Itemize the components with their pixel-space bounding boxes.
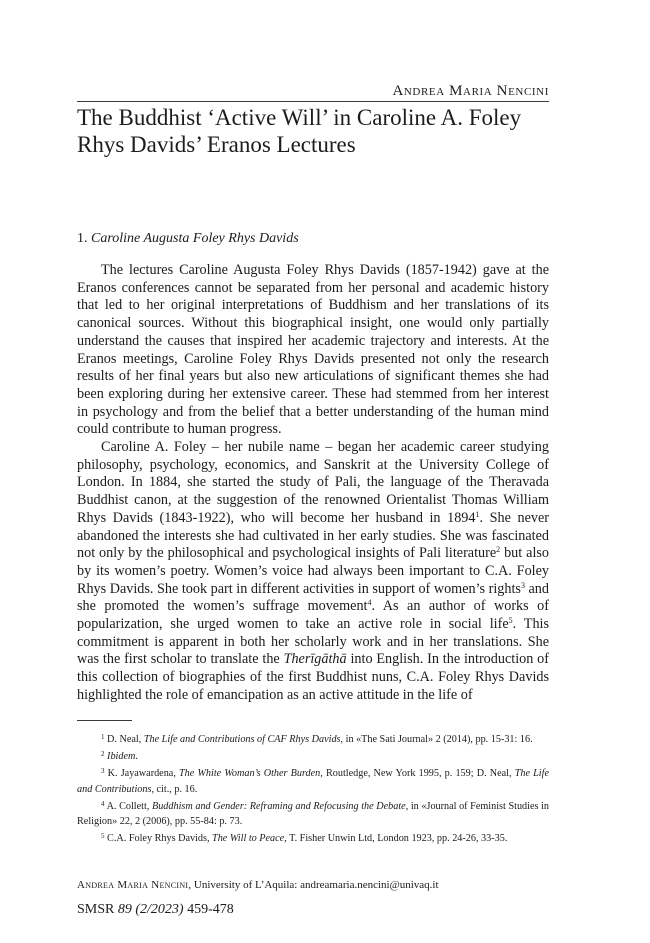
body-text (77, 262, 549, 705)
footnote-5 (77, 829, 549, 846)
paragraph-2-part: . She never abandoned the interests she had cultivated in her early studies. She was fascinated not only by the philosophical and psychological insights of Pali literature (77, 509, 549, 562)
paragraph-2-part: Caroline A. Foley – her nubile name – began her academic career studying philosophy, psychology, economics, and Sanskrit at the University College of London. In 1884, she started the study of Pali, the language of the Theravada Buddhist canon, at the suggestion of the renowned Orientalist Thomas William Rhys Davids (1843-1922), who will become her husband in 1894 (77, 439, 549, 526)
running-head-author: Andrea Maria Nencini (392, 83, 549, 99)
footnote-text: . (135, 751, 138, 763)
section-title: Caroline Augusta Foley Rhys Davids (91, 231, 299, 246)
section-number: 1. (77, 231, 88, 246)
paragraph-2-part: but also by its women’s poetry. Women’s voice had always been important to C.A. Foley Rhys Davids. She took part in different activities in support of women’s rights (77, 545, 550, 597)
footnote-number: 2 (101, 750, 105, 759)
footnote-reference[interactable]: 1 (475, 509, 480, 519)
footnote-text: C.A. Foley Rhys Davids, (107, 833, 213, 845)
journal-volume: 89 (2/2023) (117, 902, 184, 917)
footnote-text: A. Collett, (106, 800, 152, 812)
footnote-3 (77, 764, 549, 796)
footnote-number: 1 (101, 733, 105, 741)
header-rule (77, 101, 549, 102)
footnote-italic: The Will to Peace (212, 833, 285, 845)
affiliation-author-name: Andrea Maria Nencini (77, 879, 189, 891)
footnote-rule (77, 720, 132, 721)
paragraph-2-part: . This commitment is apparent in both her scholarly work and in her translations. She was the first scholar to translate the (77, 616, 550, 668)
paragraph-2 (77, 439, 549, 705)
journal-citation (77, 901, 549, 919)
footnote-1 (77, 730, 549, 747)
paragraph-2-part: . As an author of works of popularization, she urged women to take an active role in social life (77, 598, 549, 633)
affiliation-details: , University of L’Aquila: andreamaria.nencini@univaq.it (188, 879, 439, 891)
footnote-text: D. Neal, (107, 734, 144, 745)
footnote-italic: The Life and Contributions of CAF Rhys Davids (143, 734, 341, 745)
footnote-text: Routledge, New York 1995, p. 159; D. Neal, (322, 768, 515, 780)
footnote-reference[interactable]: 4 (367, 598, 372, 608)
footnote-reference[interactable]: 5 (508, 616, 513, 626)
paragraph-2-part: and she promoted the women’s suffrage movement (77, 580, 549, 615)
paragraph-1: The lectures Caroline Augusta Foley Rhys Davids (1857-1942) gave at the Eranos conferences cannot be separated from her personal and academic history that led to her original interpretations of Buddhism and her translations of its canonical sources. Without this biographical insight, one would only partially understand the causes that inspired her academic trajectory and interests. At the Eranos meetings, Caroline Foley Rhys Davids presented not only the research results of her final years but also new articulations of significant themes she had been exploring during her extensive career. These had stemmed from her interest in psychology and from the belief that a better understanding of the human mind could contribute to human progress. (77, 262, 549, 438)
footnote-italic: Ibidem (107, 751, 136, 763)
footnote-text: , in «Journal of Feminist Studies in Religion» 22, 2 (2006), pp. 55-84: p. 73. (77, 800, 550, 828)
footnote-reference[interactable]: 2 (496, 545, 501, 555)
journal-pages: 459-478 (187, 902, 234, 917)
footnote-text: , cit., p. 16. (151, 783, 198, 795)
paragraph-2-part: into English. In the introduction of this collection of biographies of the first Buddhist nuns, C.A. Foley Rhys Davids highlighted the role of emancipation as an active attitude in the life of (77, 651, 549, 703)
section-heading (77, 230, 547, 248)
footnotes (77, 730, 549, 846)
article-title: The Buddhist ‘Active Will’ in Caroline A. Foley Rhys Davids’ Eranos Lectures (77, 105, 522, 157)
journal-name: SMSR (77, 902, 115, 917)
footnote-italic: The White Woman’s Other Burden, (179, 768, 323, 780)
footnote-text: , in «The Sati Journal» 2 (2014), pp. 15-31: 16. (340, 734, 533, 745)
footnote-4 (77, 797, 549, 829)
footnote-reference[interactable]: 3 (520, 580, 525, 590)
footnote-text: , T. Fisher Unwin Ltd, London 1923, pp. 24-26, 33-35. (284, 833, 508, 845)
footnote-2 (77, 747, 549, 764)
footnote-number: 3 (101, 767, 105, 776)
footnote-number: 4 (101, 799, 105, 808)
footnote-text: K. Jayawardena, (107, 768, 180, 780)
book-title-italic: Therīgāthā (283, 651, 347, 668)
footnote-italic: The Life and Contributions (77, 768, 549, 795)
footnote-italic: Buddhism and Gender: Reframing and Refocusing the Debate (151, 800, 406, 812)
author-affiliation (77, 878, 549, 892)
footnote-number: 5 (101, 832, 105, 841)
